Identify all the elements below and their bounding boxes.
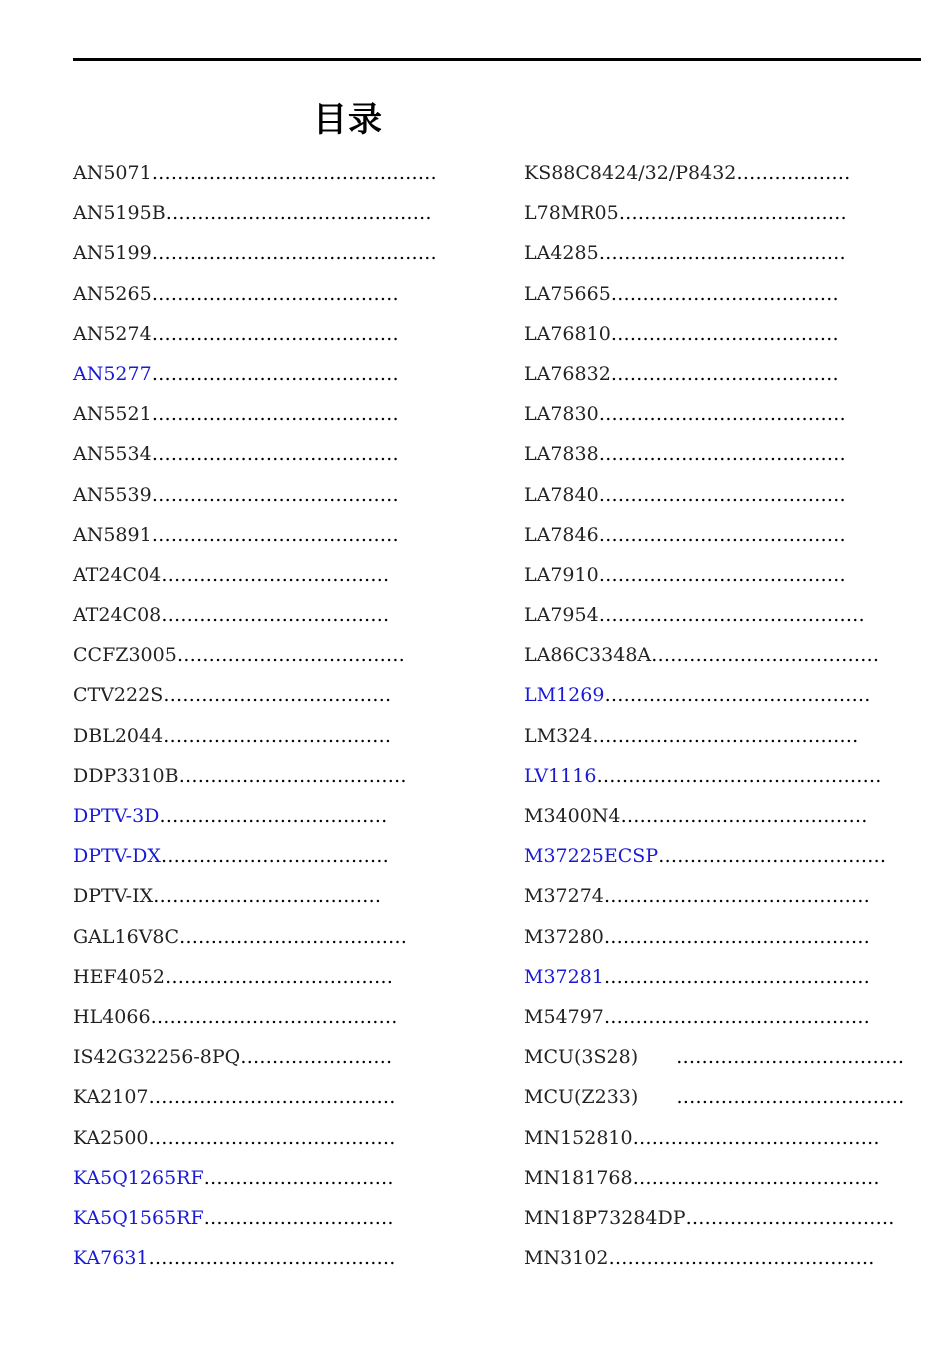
page-title: 目录 (313, 100, 383, 140)
toc-entry (524, 1202, 904, 1242)
toc-leader-dots: ……………………………… (161, 563, 390, 586)
toc-entry-name: DPTV-IX (73, 885, 154, 908)
toc-entry (73, 961, 437, 1001)
toc-entry-name: AN5539 (73, 483, 152, 506)
toc-leader-dots: ……………………………… (153, 885, 382, 908)
toc-leader-dots: ………………………………… (598, 443, 846, 466)
toc-leader-dots: ………………………………… (620, 805, 868, 827)
toc-entry-name: HL4066 (73, 1005, 151, 1028)
toc-entry-name: GAL16V8C (73, 925, 180, 948)
toc-entry (524, 438, 904, 478)
toc-entry (73, 559, 437, 599)
toc-entry (524, 157, 904, 197)
toc-entry (73, 921, 437, 961)
toc-leader-dots: …………………………………… (598, 604, 865, 627)
toc-entry-link[interactable]: KA7631 (73, 1247, 149, 1270)
toc-leader-dots: ……………………………… (178, 764, 407, 787)
toc-leader-dots: ………………………………… (151, 523, 399, 546)
toc-entry-name: IS42G32256-8PQ (73, 1046, 241, 1069)
toc-leader-dots: ………………………………… (151, 403, 399, 426)
toc-entry-name: CTV222S (73, 684, 164, 707)
toc-entry (524, 398, 904, 438)
toc-entry-name: LA7954 (524, 604, 599, 627)
toc-entry[interactable] (524, 760, 904, 800)
toc-entry-name: AN5274 (73, 322, 152, 345)
toc-leader-dots: ……………………………… (676, 1046, 905, 1069)
toc-right-column (524, 157, 904, 1282)
toc-leader-dots: ……………………………………… (151, 242, 437, 265)
toc-entry (524, 358, 904, 398)
toc-entry-name: MCU(Z233) (524, 1086, 677, 1109)
toc-leader-dots: ………………………………… (151, 443, 399, 466)
toc-leader-dots: ……………………………… (163, 684, 392, 707)
toc-entry-name: MCU(3S28) (524, 1046, 677, 1069)
toc-entry (73, 1041, 437, 1081)
toc-entry-name: MN181768 (524, 1166, 633, 1189)
toc-leader-dots: ………………………………… (148, 1086, 396, 1109)
toc-leader-dots: …………………… (240, 1046, 393, 1069)
toc-entry (524, 800, 904, 840)
toc-leader-dots: ……………………………… (610, 322, 839, 345)
toc-entry-name: DDP3310B (73, 764, 179, 787)
toc-leader-dots: ……………………………… (618, 202, 847, 225)
toc-left-column (73, 157, 437, 1282)
toc-leader-dots: ………………………………… (151, 282, 399, 305)
toc-leader-dots: ……………………………… (164, 965, 393, 988)
toc-entry (524, 880, 904, 920)
toc-leader-dots: ………………………………… (151, 362, 399, 385)
toc-entry-link[interactable]: LV1116 (524, 764, 597, 787)
toc-leader-dots: …………………………… (685, 1206, 895, 1229)
toc-entry (73, 398, 437, 438)
toc-leader-dots: …………………………………… (603, 965, 870, 988)
toc-entry (73, 1122, 437, 1162)
toc-entry-name: KA2107 (73, 1086, 149, 1109)
toc-entry-link[interactable]: M37225ECSP (524, 845, 659, 868)
toc-entry (73, 880, 437, 920)
toc-entry (524, 639, 904, 679)
toc-entry-name: AN5521 (73, 403, 152, 426)
toc-entry-name: M37280 (524, 925, 604, 948)
toc-leader-dots: …………………………………… (603, 925, 870, 948)
toc-leader-dots: ……………………………… (676, 1086, 905, 1109)
toc-leader-dots: …………………………………… (592, 724, 859, 747)
toc-leader-dots: ………………………………… (598, 483, 846, 506)
toc-entry-name: AT24C08 (73, 604, 162, 627)
toc-entry-link[interactable]: KA5Q1265RF (73, 1166, 204, 1189)
toc-entry-link[interactable]: LM1269 (524, 684, 605, 707)
toc-leader-dots: …………………………………… (165, 202, 432, 225)
toc-entry (73, 197, 437, 237)
toc-leader-dots: ……………………………… (176, 644, 405, 667)
toc-entry (524, 921, 904, 961)
toc-entry-name: AN5199 (73, 242, 152, 265)
toc-leader-dots: ………………………………… (598, 523, 846, 546)
toc-entry-name: AN5534 (73, 443, 152, 466)
toc-leader-dots: ………………………………… (148, 1247, 396, 1270)
toc-leader-dots: …………………………………… (603, 1005, 870, 1028)
toc-leader-dots: ……………………………… (179, 925, 408, 948)
toc-leader-dots: ……………………………… (658, 845, 887, 868)
toc-entry-name: M37274 (524, 885, 604, 908)
toc-entry (73, 720, 437, 760)
toc-entry-name: LA7910 (524, 563, 599, 586)
toc-entry (73, 599, 437, 639)
toc-entry (73, 157, 437, 197)
toc-leader-dots: ……………………………… (160, 845, 389, 868)
toc-entry (524, 237, 904, 277)
toc-leader-dots: ………………………………… (151, 483, 399, 506)
toc-entry-name: LA76810 (524, 322, 611, 345)
toc-entry-name: CCFZ3005 (73, 644, 177, 667)
toc-entry (73, 1081, 437, 1121)
toc-leader-dots: ………………………………… (150, 1005, 398, 1028)
toc-leader-dots: ………………………………… (598, 563, 846, 586)
toc-entry (73, 479, 437, 519)
toc-entry (524, 519, 904, 559)
toc-entry (524, 318, 904, 358)
toc-entry-name: LA86C3348A (524, 644, 652, 667)
toc-entry (524, 1081, 904, 1121)
toc-leader-dots: ……………………………… (610, 362, 839, 385)
toc-entry (524, 1162, 904, 1202)
toc-entry (524, 1122, 904, 1162)
toc-entry-name: DBL2044 (73, 724, 164, 747)
toc-entry-name: LM324 (524, 724, 593, 747)
toc-entry (524, 197, 904, 237)
toc-entry-name: KA2500 (73, 1126, 149, 1149)
toc-leader-dots: ………………………… (203, 1166, 394, 1189)
toc-entry (73, 278, 437, 318)
toc-entry-name: LA7840 (524, 483, 599, 506)
toc-leader-dots: …………………………………… (608, 1247, 875, 1270)
toc-entry[interactable] (73, 358, 437, 398)
toc-entry[interactable] (524, 840, 904, 880)
toc-entry-name: KS88C8424/32/P8432 (524, 162, 737, 184)
toc-entry-name: MN152810 (524, 1126, 633, 1149)
toc-entry (524, 1001, 904, 1041)
toc-leader-dots: ……………………………… (651, 644, 880, 667)
toc-entry (73, 679, 437, 719)
toc-entry (73, 519, 437, 559)
toc-leader-dots: ………………………………… (598, 242, 846, 265)
toc-entry[interactable] (73, 840, 437, 880)
toc-entry[interactable] (73, 800, 437, 840)
toc-leader-dots: ………………………………… (151, 322, 399, 345)
toc-entry-name: MN3102 (524, 1247, 609, 1270)
header-rule (73, 58, 921, 61)
toc-entry-name: AN5071 (73, 162, 152, 184)
toc-entry-name: HEF4052 (73, 965, 165, 988)
toc-entry (524, 720, 904, 760)
toc-entry-name: LA7838 (524, 443, 599, 466)
toc-leader-dots: ……………………………………… (151, 162, 437, 184)
toc-leader-dots: ………………………………… (632, 1126, 880, 1149)
toc-entry-name: AT24C04 (73, 563, 162, 586)
toc-entry-name: LA75665 (524, 282, 611, 305)
toc-entry (524, 559, 904, 599)
toc-leader-dots: ……………………………………… (596, 764, 882, 787)
toc-entry (73, 237, 437, 277)
toc-entry-link[interactable]: DPTV-DX (73, 845, 161, 868)
toc-entry (73, 438, 437, 478)
toc-entry-name: LA4285 (524, 242, 599, 265)
toc-entry-name: LA7846 (524, 523, 599, 546)
toc-entry[interactable] (73, 1242, 437, 1282)
toc-leader-dots: ……………………………… (161, 604, 390, 627)
toc-entry-name: L78MR05 (524, 202, 619, 225)
toc-entry (524, 1041, 904, 1081)
toc-entry[interactable] (73, 1162, 437, 1202)
toc-entry-link[interactable]: KA5Q1565RF (73, 1206, 204, 1229)
toc-leader-dots: ……………………………… (610, 282, 839, 305)
toc-entry-name: LA7830 (524, 403, 599, 426)
toc-entry (524, 278, 904, 318)
toc-leader-dots: ……………………………… (163, 724, 392, 747)
toc-entry (524, 479, 904, 519)
toc-entry-name: M3400N4 (524, 805, 621, 827)
toc-entry (73, 318, 437, 358)
toc-entry-link[interactable]: AN5277 (73, 362, 152, 385)
toc-entry-name: AN5891 (73, 523, 152, 546)
toc-entry (73, 1001, 437, 1041)
toc-entry-link[interactable]: M37281 (524, 965, 604, 988)
toc-entry-name: LA76832 (524, 362, 611, 385)
toc-leader-dots: ………………………… (203, 1206, 394, 1229)
toc-leader-dots: ………………………………… (148, 1126, 396, 1149)
toc-leader-dots: …………………………………… (604, 684, 871, 707)
toc-entry[interactable] (524, 961, 904, 1001)
toc-entry (73, 760, 437, 800)
toc-entry[interactable] (524, 679, 904, 719)
toc-entry-link[interactable]: DPTV-3D (73, 805, 160, 827)
toc-leader-dots: …………………………………… (603, 885, 870, 908)
toc-entry (73, 639, 437, 679)
toc-entry[interactable] (73, 1202, 437, 1242)
toc-entry-name: AN5265 (73, 282, 152, 305)
toc-leader-dots: ………………………………… (632, 1166, 880, 1189)
toc-leader-dots: ……………… (736, 162, 851, 184)
toc-entry-name: MN18P73284DP (524, 1206, 686, 1229)
toc-entry (524, 599, 904, 639)
toc-leader-dots: ……………………………… (159, 805, 388, 827)
toc-leader-dots: ………………………………… (598, 403, 846, 426)
toc-entry-name: AN5195B (73, 202, 166, 225)
toc-entry-name: M54797 (524, 1005, 604, 1028)
toc-entry (524, 1242, 904, 1282)
